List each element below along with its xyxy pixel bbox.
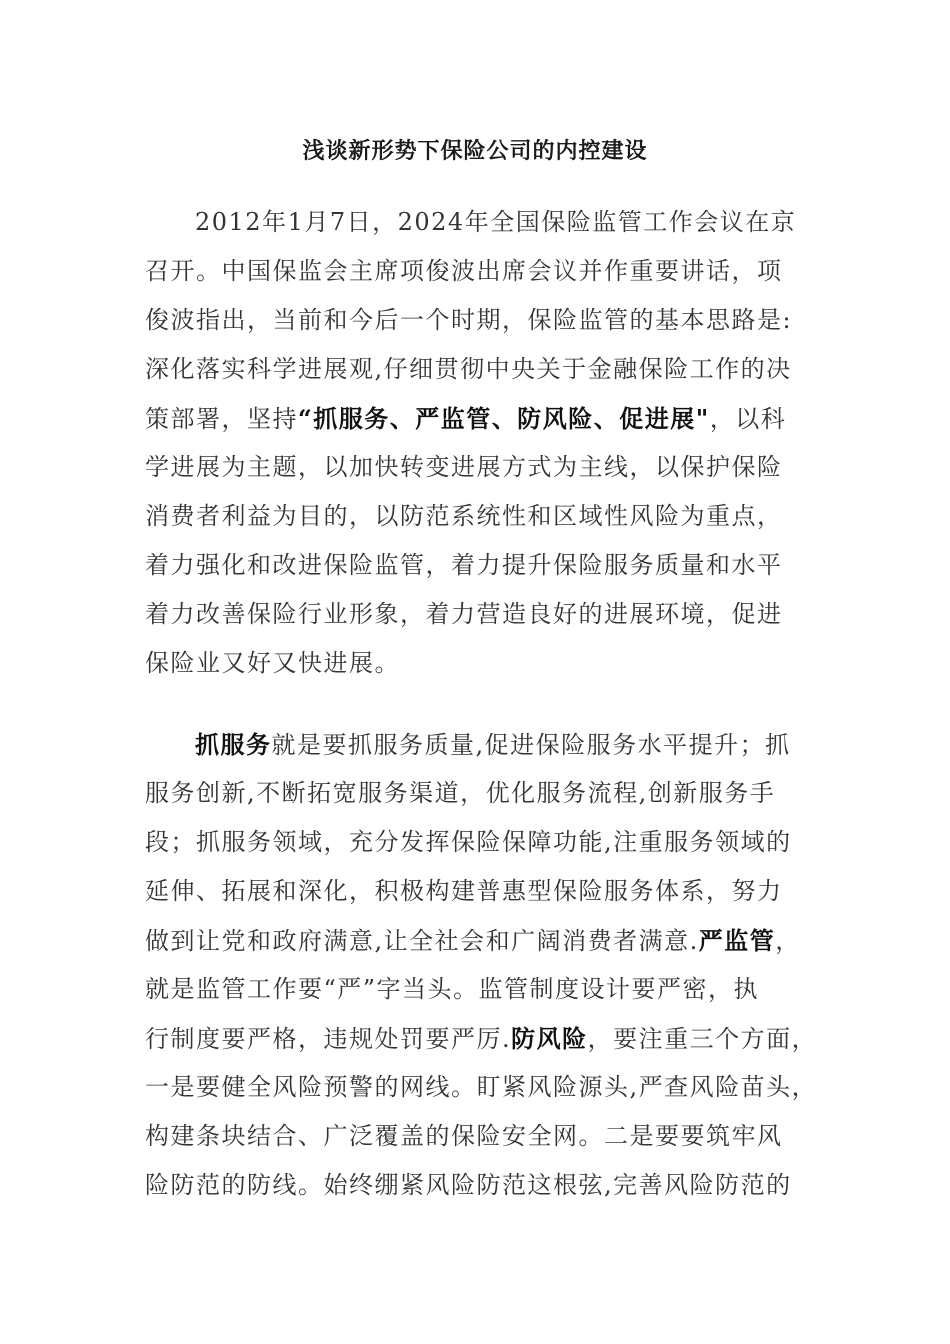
text-line: 消费者利益为目的，以防范系统性和区域性风险为重点， (145, 502, 783, 530)
text-run: ，以科 (709, 405, 787, 433)
text-line (145, 394, 810, 443)
text-line: 构建条块结合、广泛覆盖的保险安全网。二是要要筑牢风 (145, 1122, 783, 1150)
text-line: 深化落实科学进展观,仔细贯彻中央关于金融保险工作的决 (145, 355, 792, 383)
text-run: ， (775, 927, 801, 955)
text-line (145, 720, 810, 769)
document-title: 浅谈新形势下保险公司的内控建设 (302, 138, 648, 164)
text-run: ，要注重三个方面， (587, 1025, 818, 1053)
text-line: 学进展为主题，以加快转变进展方式为主线，以保护保险 (145, 453, 783, 481)
text-line: 着力改善保险行业形象，着力营造良好的进展环境，促进 (145, 600, 783, 628)
text-line (145, 1014, 818, 1063)
text-line: 段；抓服务领域，充分发挥保险保障功能,注重服务领域的 (145, 828, 792, 856)
text-line: 2012年1月7日，2024年全国保险监管工作会议在京 (195, 208, 797, 236)
paragraph-intro (145, 198, 810, 688)
text-line: 险防范的防线。始终绷紧风险防范这根弦,完善风险防范的 (145, 1171, 792, 1199)
text-line: 保险业又好又快进展。 (145, 649, 400, 677)
text-run: 策部署，坚持 (145, 405, 298, 433)
text-run: 就是要抓服务质量,促进保险服务水平提升；抓 (271, 731, 791, 759)
text-line: 服务创新,不断拓宽服务渠道，优化服务流程,创新服务手 (145, 779, 776, 807)
text-line (145, 916, 810, 965)
text-line: 俊波指出，当前和今后一个时期，保险监管的基本思路是: (145, 306, 793, 334)
paragraph-details (145, 720, 818, 1210)
bold-phrase: 抓服务 (195, 730, 272, 759)
bold-phrase: 严监管 (698, 926, 776, 955)
text-line: 一是要健全风险预警的网线。盯紧风险源头,严查风险苗头， (145, 1073, 818, 1101)
text-line: 延伸、拓展和深化，积极构建普惠型保险服务体系，努力 (145, 877, 783, 905)
text-run: 做到让党和政府满意,让全社会和广阔消费者满意. (145, 927, 699, 955)
bold-phrase: 防风险 (511, 1024, 588, 1053)
text-line: 就是监管工作要“严”字当头。监管制度设计要严密，执 (145, 975, 760, 1003)
text-line: 召开。中国保监会主席项俊波出席会议并作重要讲话，项 (145, 257, 783, 285)
text-line: 着力强化和改进保险监管，着力提升保险服务质量和水平 (145, 551, 783, 579)
bold-phrase: “抓服务、严监管、防风险、促进展" (298, 404, 710, 433)
text-run: 行制度要严格，违规处罚要严厉. (145, 1025, 512, 1053)
